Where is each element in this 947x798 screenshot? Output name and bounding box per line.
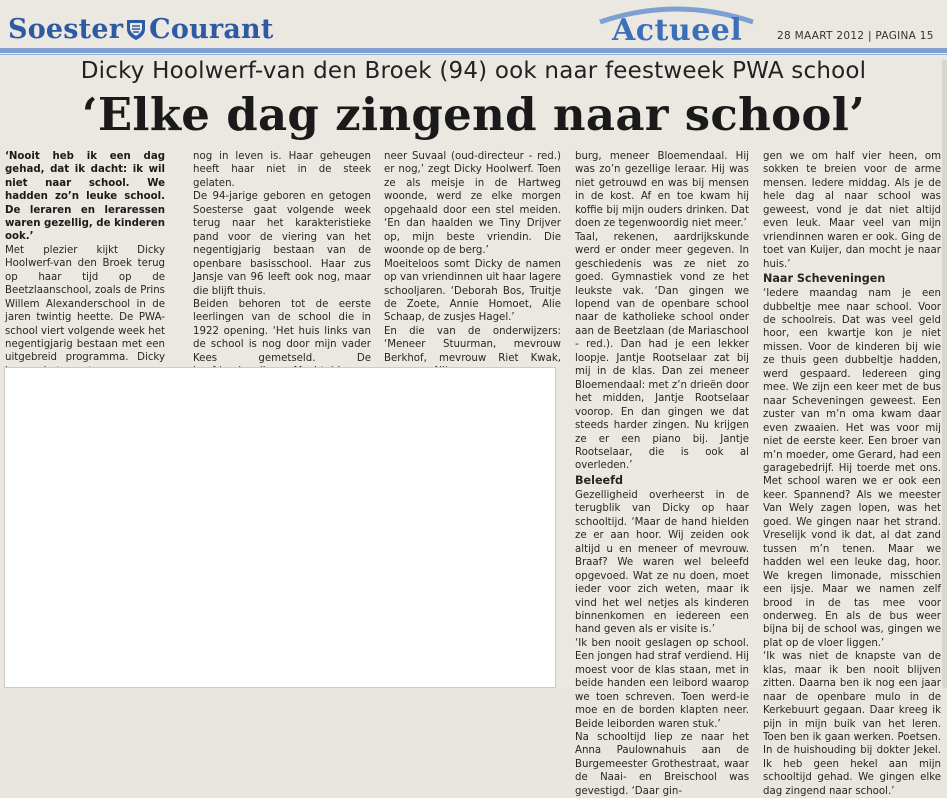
article-lede: ‘Nooit heb ik een dag gehad, dat ik dacht: ik wil niet naar school. We hadden zo’n leuke school. De leraren en leraressen waren gezellig, de kinderen ook.’ [5, 151, 165, 243]
photo-placeholder [4, 367, 556, 688]
column-3 [384, 150, 561, 379]
dateline: 28 MAART 2012 | PAGINA 15 [777, 30, 934, 42]
paper-name-part1: Soester [8, 14, 124, 45]
paper-name-part2: Courant [149, 14, 274, 45]
subhead-scheveningen: Naar Scheveningen [763, 272, 886, 286]
column-4-top: burg, meneer Bloemendaal. Hij was zo’n gezellige leraar. Hij was niet getrouwd en was bij mensen in de kost. Af en toe kwam hij koffie bij mijn ouders drinken. Dat doen ze tegenwoordig niet meer.’ Taal, rekenen, aardrijkskunde werd er onder meer gegeven. In geschiedenis was ze niet zo goed. Gymnastiek vond ze het leukste vak. ‘Dan gingen we lopend van de openbare school naar de katholieke school onder aan de Beetzlaan (de Mariaschool - red.). Dan had je een lekker loopje. Jantje Rootselaar zat bij mij in de klas. Dan zei meneer Bloemendaal: met z’n drieën door het midden, Jantje Rootselaar voorop. En dan gingen we dat steeds harder zingen. Nu krijgen ze er een piano bij. Jantje Rootselaar, die is ook al overleden.’ [575, 151, 749, 472]
column-2-body: nog in leven is. Haar geheugen heeft haar niet in de steek gelaten. De 94-jarige geboren en getogen Soesterse gaat volgende week terug naar het karakteristieke pand voor de viering van het negentigjarig bestaan van de openbare basisschool. Haar zus Jansje van 96 leeft ook nog, maar die blijft thuis. Beiden behoren tot de eerste leerlingen van de school die in 1922 opening. ‘Het huis links van de school is nog door mijn vader Kees gemetseld. De [193, 151, 371, 364]
column-2 [193, 150, 371, 392]
column-5-top: gen we om half vier heen, om sokken te breien voor de arme mensen. Iedere middag. Als je de hele dag al naar school was geweest, vond je dat niet altijd even leuk. Maar veel van mijn vriendinnen waren er ook. Ging de toet van Kuijer, dan mocht je naar huis.’ [763, 151, 941, 270]
page-edge [942, 60, 947, 688]
column-4-bottom: Gezelligheid overheerst in de terugblik van Dicky op haar schooltijd. ‘Maar de hand hielden ze er aan hoor. Wij zeiden ook altijd u en meneer of mevrouw. Braaf? We waren wel beleefd opgevoed. Wat ze nu doen, moet ieder voor zich weten, maar ik vind het wel netjes als kinderen binnenkomen en iedereen een hand geven als er visite is.’ ‘Ik ben nooit geslagen op school. Een jongen had straf verdiend. Hij moest voor de klas staan, met in beide handen een leibord waarop we toen schreven. Toen werd-ie moe en de borden klapten neer. Beide leiborden waren stuk.’ Na schooltijd liep ze naar het Anna Paulownahuis aan de Burgemeester Grothestraat, waar de Naai- en Breischool was gevestigd. ‘Daar gin- [575, 489, 749, 797]
column-3-body: neer Suvaal (oud-directeur - red.) er nog,’ zegt Dicky Hoolwerf. Toen ze als meisje in de Hartweg woonde, werd ze elke morgen opgehaald door een stel meiden. ‘En dan haalden we Tiny Drijver op, mijn beste vriendin. Die woonde op de berg.’ Moeiteloos somt Dicky de namen op van vriendinnen uit haar lagere schooljaren. ‘Deborah Bos, Truitje de Zoete, Annie Homoet, Alie Schaap, de zusjes Hagel.’ En die van de onderwijzers: ‘Meneer Stuurman, mevrouw Berkhof, mevrouw Riet Kwak, [384, 151, 561, 364]
column-5 [763, 150, 941, 798]
header-rule [0, 48, 947, 53]
subhead-beleefd: Beleefd [575, 473, 624, 487]
paper-name [8, 14, 274, 45]
section-title: Actueel [612, 13, 743, 48]
article-headline: ‘Elke dag zingend naar school’ [81, 88, 866, 141]
masthead [0, 0, 947, 56]
header-thin-rule [0, 54, 947, 55]
column-1-body: Met plezier kijkt Dicky Hoolwerf-van den Broek terug op haar tijd op de Beetzlaanschool, zoals de Prins Willem Alexanderschool in de jaren twintig heette. De PWA-school viert volgende week het negentigjarig bestaan met een uitgebreid programma. Dicky [5, 244, 165, 364]
column-5-bottom: ‘Iedere maandag nam je een dubbeltje mee naar school. Voor de schoolreis. Dat was veel geld hoor, een kwartje kon je niet missen. Voor de kinderen bij wie ze thuis geen dubbeltje hadden, werd gespaard. Iedereen ging mee. We zijn een keer met de bus naar Scheveningen geweest. Een zuster van m’n oma kwam daar even zwaaien. Het was voor mij niet de eerste keer. Een broer van m’n moeder, ome Gerard, had een garagebedrijf. Hij toerde met ons. Met school waren we er ook een keer. Spannend? Als we meester Van Wely zagen lopen, was het goed. We gingen naar het strand. Vreselijk vond ik dat, al dat zand tussen m’n tenen. Maar we hadden wel een leuke dag, hoor. We kregen limonade, misschien een ijsje. Maar we namen zelf brood in de tas mee voor onderweg. En als de bus weer bijna bij de school was, gingen we plat op de vloer liggen.’ ‘Ik was niet de knapste van de klas, maar ik ben nooit blijven zitten. Daarna ben ik nog een jaar naar de openbare mulo in de Kerkebuurt gegaan. Daar kreeg ik pijn in mijn buik van het leren. Toen ben ik gaan werken. Poetsen. In de huishouding bij dokter Jekel. Ik heb geen hekel aan mijn schooltijd gehad. We gingen elke dag zingend naar school.’ [763, 288, 941, 797]
crest-icon [125, 17, 147, 41]
column-1 [5, 150, 165, 392]
column-4 [575, 150, 749, 798]
article-kicker: Dicky Hoolwerf-van den Broek (94) ook naar feestweek PWA school [80, 58, 867, 84]
